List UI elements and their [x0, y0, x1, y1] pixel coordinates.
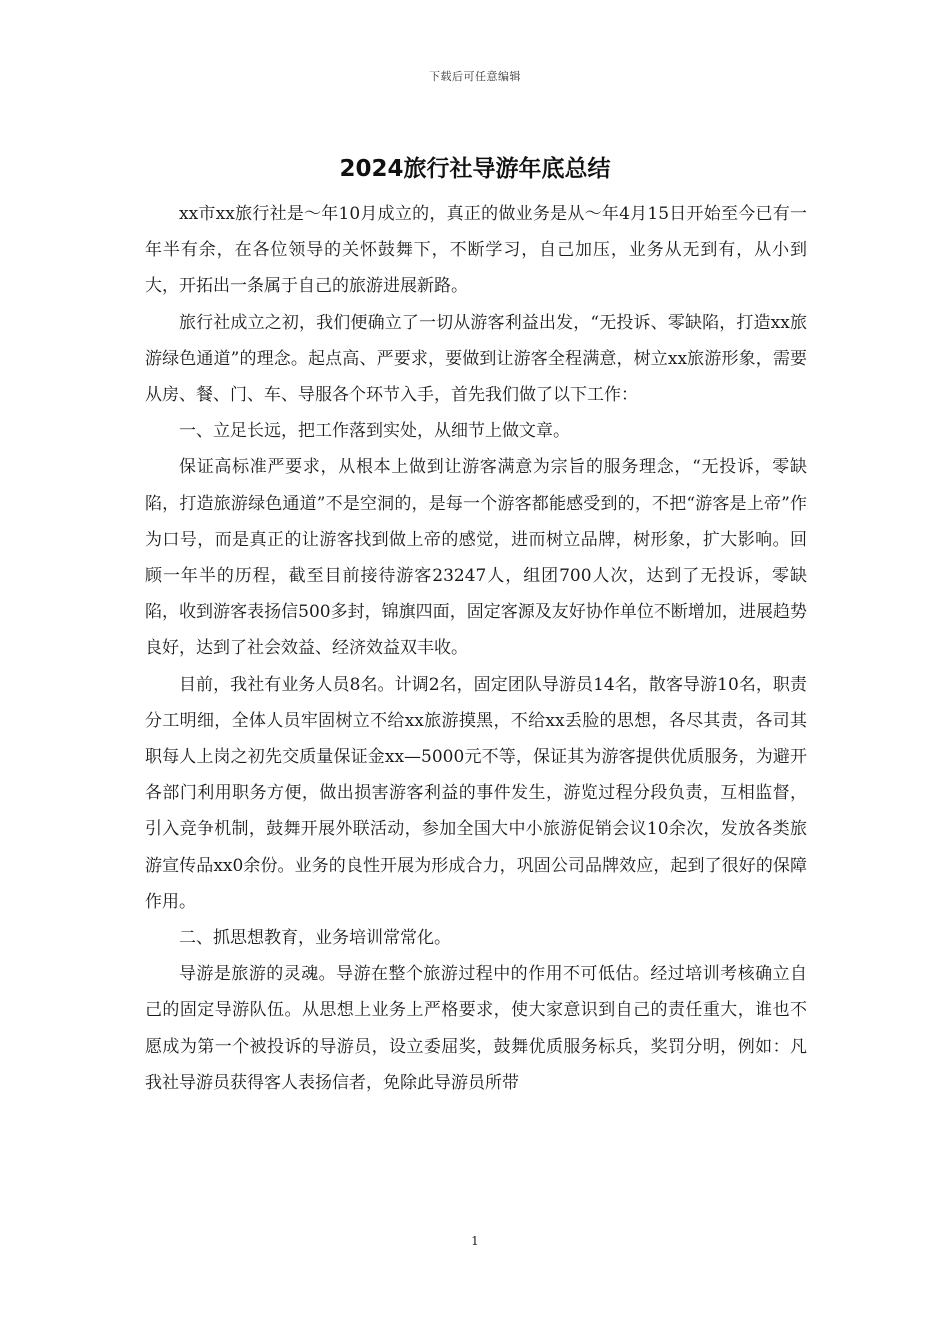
paragraph-service-standard: 保证高标准严要求，从根本上做到让游客满意为宗旨的服务理念，“无投诉，零缺陷，打造旅游绿色通道”不是空洞的，是每一个游客都能感受到的，不把“游客是上帝”作为口号，而是真正的让游客找到做上帝的感觉，进而树立品牌，树形象，扩大影响。回顾一年半的历程，截至目前接待游客23247人，组团700人次，达到了无投诉，零缺陷，收到游客表扬信500多封，锦旗四面，固定客源及友好协作单位不断增加，进展趋势良好，达到了社会效益、经济效益双丰收。	[145, 457, 807, 659]
paragraph-staffing: 目前，我社有业务人员8名。计调2名，固定团队导游员14名，散客导游10名，职责分工明细，全体人员牢固树立不给xx旅游摸黑，不给xx丢脸的思想，各尽其责，各司其职每人上岗之初先交质量保证金xx—5000元不等，保证其为游客提供优质服务，为避开各部门利用职务方便，做出损害游客利益的事件发生，游览过程分段负责，互相监督，引入竞争机制，鼓舞开展外联活动，参加全国大中小旅游促销会议10余次，发放各类旅游宣传品xx0余份。业务的良性开展为形成合力，巩固公司品牌效应，起到了很好的保障作用。	[145, 674, 807, 912]
paragraph-founding: 旅行社成立之初，我们便确立了一切从游客利益出发，“无投诉、零缺陷，打造xx旅游绿色通道”的理念。起点高、严要求，要做到让游客全程满意，树立xx旅游形象，需要从房、餐、门、车、导服各个环节入手，首先我们做了以下工作：	[145, 312, 807, 406]
page-number: 1	[471, 1234, 479, 1248]
section-heading-1: 一、立足长远，把工作落到实处，从细节上做文章。	[179, 421, 570, 442]
header-note: 下载后可任意编辑	[429, 70, 521, 83]
document-body	[145, 196, 807, 1101]
section-heading-2: 二、抓思想教育，业务培训常常化。	[179, 928, 451, 949]
paragraph-guide-training: 导游是旅游的灵魂。导游在整个旅游过程中的作用不可低估。经过培训考核确立自己的固定导游队伍。从思想上业务上严格要求，使大家意识到自己的责任重大，谁也不愿成为第一个被投诉的导游员，设立委屈奖，鼓舞优质服务标兵，奖罚分明，例如：凡我社导游员获得客人表扬信者，免除此导游员所带	[145, 964, 807, 1093]
document-title: 2024旅行社导游年底总结	[339, 156, 611, 182]
paragraph-intro: xx市xx旅行社是～年10月成立的，真正的做业务是从～年4月15日开始至今已有一年半有余，在各位领导的关怀鼓舞下，不断学习，自己加压，业务从无到有，从小到大，开拓出一条属于自己的旅游进展新路。	[145, 204, 807, 297]
